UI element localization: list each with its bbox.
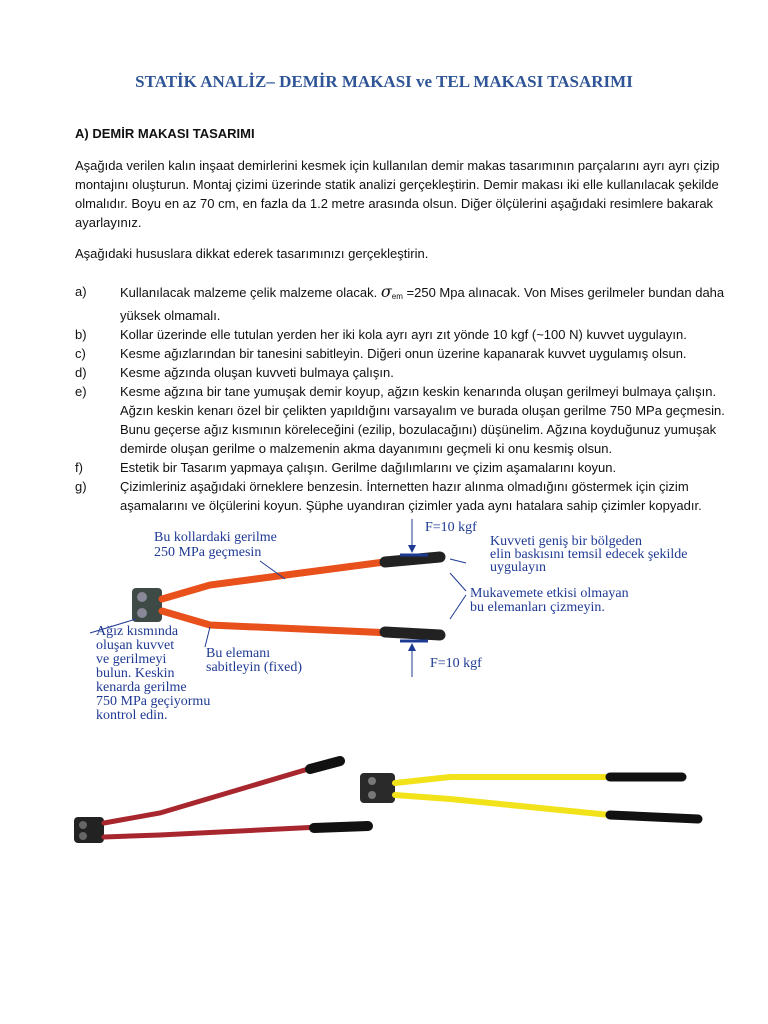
leader-line (205, 627, 210, 647)
cutter-jaw-head (74, 817, 104, 843)
jaw-bolt (79, 832, 87, 840)
list-text-part: =250 Mpa alınacak. Von Mises gerilmeler bundan daha yüksek olmamalı. (120, 285, 725, 323)
annotation-force-top: F=10 kgf (425, 520, 477, 535)
jaw-bolt (368, 777, 376, 785)
list-item (75, 344, 725, 363)
list-item (75, 282, 725, 325)
upper-handle (395, 777, 610, 783)
upper-handle (162, 561, 392, 599)
list-text (120, 282, 725, 325)
list-marker: b) (75, 327, 87, 342)
jaw-bolt (79, 821, 87, 829)
requirements-list (75, 282, 725, 515)
list-marker: d) (75, 365, 87, 380)
list-text: Kollar üzerinde elle tutulan yerden her iki kola ayrı ayrı zıt yönde 10 kgf (~100 N) kuvvet uygulayın. (120, 327, 687, 342)
list-text: Çizimleriniz aşağıdaki örneklere benzesin. İnternetten hazır alınma olmadığını göstermek için çizim aşamalarını ve ölçülerini koyun. Şüphe uyandıran çizimler yada aynı hatalara sahip çizimler kopyadır. (120, 479, 702, 513)
list-text: Kesme ağzında oluşan kuvveti bulmaya çalışın. (120, 365, 394, 380)
intro-paragraph: Aşağıda verilen kalın inşaat demirlerini kesmek için kullanılan demir makas tasarımının parçalarını ayrı ayrı çizip montajını oluşturun. Montaj çizimi üzerinde statik analizi gerçekleştirin. Demir makası iki elle kullanılacak şekilde olmalıdır. Boyu en az 70 cm, en fazla da 1.2 metre arasında olsun. Diğer ölçülerini aşağıdaki resimlere bakarak ayarlayınız. (75, 158, 720, 230)
instructions-paragraph: Aşağıdaki hususlara dikkat ederek tasarımınızı gerçekleştirin. (75, 246, 429, 261)
annotation-handles: Bu kollardaki gerilme 250 MPa geçmesin (154, 530, 277, 560)
list-marker: c) (75, 346, 86, 361)
lower-grip (385, 632, 440, 635)
force-arrowhead-top (408, 545, 416, 553)
sigma-subscript: em (391, 292, 403, 301)
lower-handle (162, 611, 392, 633)
leader-line (450, 559, 466, 563)
section-heading: A) DEMİR MAKASI TASARIMI (75, 126, 255, 141)
list-item (75, 458, 725, 477)
leader-line (450, 573, 466, 591)
list-item (75, 363, 725, 382)
bolt-cutter-figure (70, 515, 710, 855)
annotation-fixed: Bu elemanı sabitleyin (fixed) (206, 646, 303, 675)
cutter-jaw-head (132, 588, 162, 622)
list-marker: g) (75, 479, 87, 494)
sigma-symbol: σ (380, 282, 392, 301)
cutter-jaw-head (360, 773, 395, 803)
annotation-grip: Kuvveti geniş bir bölgeden elin baskısını temsil edecek şekilde uygulayın (490, 534, 688, 575)
upper-handle (104, 767, 315, 823)
lower-handle (104, 827, 320, 837)
red-bolt-cutter (74, 761, 368, 843)
list-item (75, 477, 725, 515)
upper-grip (310, 761, 340, 769)
list-marker: a) (75, 284, 87, 299)
list-item (75, 325, 725, 344)
list-text-part: Kullanılacak malzeme çelik malzeme olacak. (120, 285, 378, 300)
yellow-bolt-cutter (360, 773, 698, 819)
force-arrowhead-bottom (408, 643, 416, 651)
lower-grip (314, 826, 368, 828)
list-marker: e) (75, 384, 87, 399)
upper-grip (385, 557, 440, 562)
jaw-bolt (137, 608, 147, 618)
annotation-jaw: Ağız kısmında oluşan kuvvet ve gerilmeyi bulun. Keskin kenarda gerilme 750 MPa geçiyormu kontrol edin. (96, 624, 211, 723)
leader-line (450, 595, 466, 619)
lower-grip (610, 815, 698, 819)
list-item (75, 382, 725, 458)
jaw-bolt (137, 592, 147, 602)
annotation-force-bottom: F=10 kgf (430, 656, 482, 671)
document-title: STATİK ANALİZ– DEMİR MAKASI ve TEL MAKASI TASARIMI (135, 72, 633, 91)
list-text: Kesme ağzına bir tane yumuşak demir koyup, ağzın keskin kenarında oluşan gerilmeyi bulmaya çalışın. Ağzın keskin kenarı özel bir çelikten yapıldığını varsayalım ve burada oluşan gerilme 750 MPa geçmesin. Bunu geçerse ağız kısmının köreleceğini (ezilip, bozulacağını) düşünelim. Ağzına koyduğunuz yumuşak demirde oluşan gerilme o malzemenin akma dayanımını geçmeli ki onu kesmiş olsun. (120, 384, 725, 456)
list-text: Estetik bir Tasarım yapmaya çalışın. Gerilme dağılımlarını ve çizim aşamalarını koyun. (120, 460, 617, 475)
lower-handle (395, 795, 610, 815)
list-marker: f) (75, 460, 83, 475)
annotation-parts: Mukavemete etkisi olmayan bu elemanları çizmeyin. (470, 586, 629, 615)
list-text: Kesme ağızlarından bir tanesini sabitleyin. Diğeri onun üzerine kapanarak kuvvet uygulamış olsun. (120, 346, 687, 361)
jaw-bolt (368, 791, 376, 799)
